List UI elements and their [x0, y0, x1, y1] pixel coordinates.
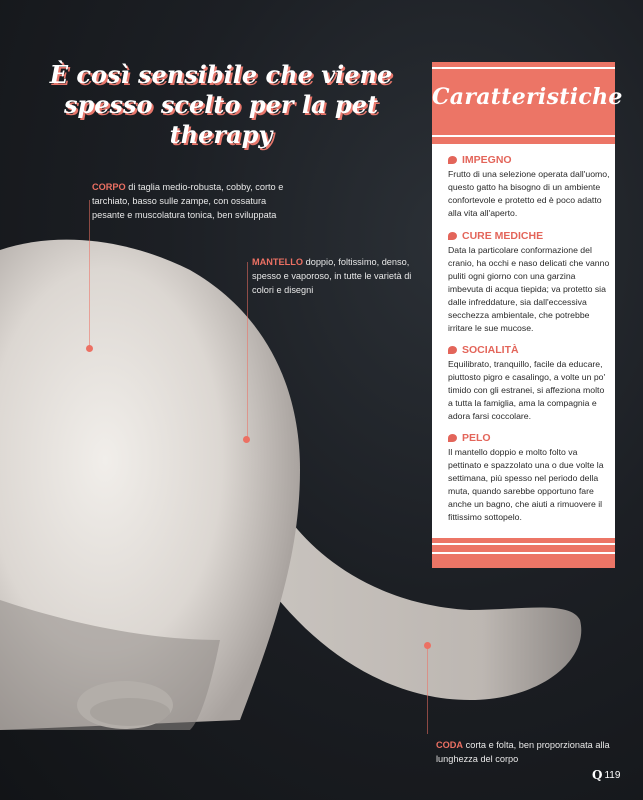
annotation-text: di taglia medio-robusta, cobby, corto e tarchiato, basso sulle zampe, con ossatura pesante e muscolatura tonica, ben sviluppata	[92, 182, 284, 220]
section-pelo	[448, 432, 610, 524]
speech-bubble-icon	[448, 434, 457, 442]
mantello-leader-line	[247, 262, 248, 438]
speech-bubble-icon	[448, 232, 457, 240]
speech-bubble-icon	[448, 156, 457, 164]
section-socialita	[448, 344, 610, 423]
section-cure-mediche	[448, 230, 610, 335]
annotation-text: corta e folta, ben proporzionata alla lunghezza del corpo	[436, 740, 610, 764]
magazine-logo: Q	[592, 768, 603, 782]
panel-title: Caratteristiche	[432, 84, 623, 110]
section-body: Data la particolare conformazione del cranio, ha occhi e naso delicati che vanno puliti ogni giorno con una garzina imbevuta di acqua tiepida; va protetto sia dalle infreddature, sia dall'eccessiva secchezza ambientale, che potrebbe irritare le sue mucose.	[448, 245, 610, 333]
section-body: Frutto di una selezione operata dall'uomo, questo gatto ha bisogno di un ambiente confortevole e protetto ed è poco adatto alla vita all'aperto.	[448, 169, 610, 218]
panel-footer	[432, 538, 615, 568]
coda-leader-line	[427, 648, 428, 734]
panel-header	[432, 62, 623, 144]
corpo-leader-line	[89, 200, 90, 348]
section-impegno	[448, 154, 610, 220]
annotation-mantello	[252, 255, 412, 297]
headline: È così sensibile che viene spesso scelto per la pet therapy	[49, 60, 393, 149]
section-heading: CURE MEDICHE	[462, 230, 544, 242]
mantello-marker-dot	[243, 436, 250, 443]
page-number-value: 119	[604, 769, 621, 781]
annotation-corpo	[92, 180, 292, 222]
corpo-marker-dot	[86, 345, 93, 352]
annotation-key: MANTELLO	[252, 257, 304, 267]
section-heading: IMPEGNO	[462, 154, 512, 166]
annotation-coda	[436, 738, 616, 766]
section-heading: SOCIALITÀ	[462, 344, 519, 356]
speech-bubble-icon	[448, 346, 457, 354]
page-number	[592, 768, 620, 782]
section-body: Il mantello doppio e molto folto va pettinato e spazzolato una o due volte la settimana, più spesso nel periodo della muta, quando sarebbe opportuno fare anche un bagno, che aiuti a rimuovere il fittissimo sottopelo.	[448, 447, 604, 522]
section-heading: PELO	[462, 432, 491, 444]
section-body: Equilibrato, tranquillo, facile da educare, piuttosto pigro e casalingo, a volte un po' timido con gli estranei, si affeziona molto a tutta la famiglia, ama la compagnia e adora farsi coccolare.	[448, 359, 606, 421]
characteristics-panel	[432, 62, 623, 568]
annotation-key: CORPO	[92, 182, 126, 192]
coda-marker-dot	[424, 642, 431, 649]
annotation-key: CODA	[436, 740, 464, 750]
annotation-text: doppio, foltissimo, denso, spesso e vaporoso, in tutte le varietà di colori e disegni	[252, 257, 412, 295]
